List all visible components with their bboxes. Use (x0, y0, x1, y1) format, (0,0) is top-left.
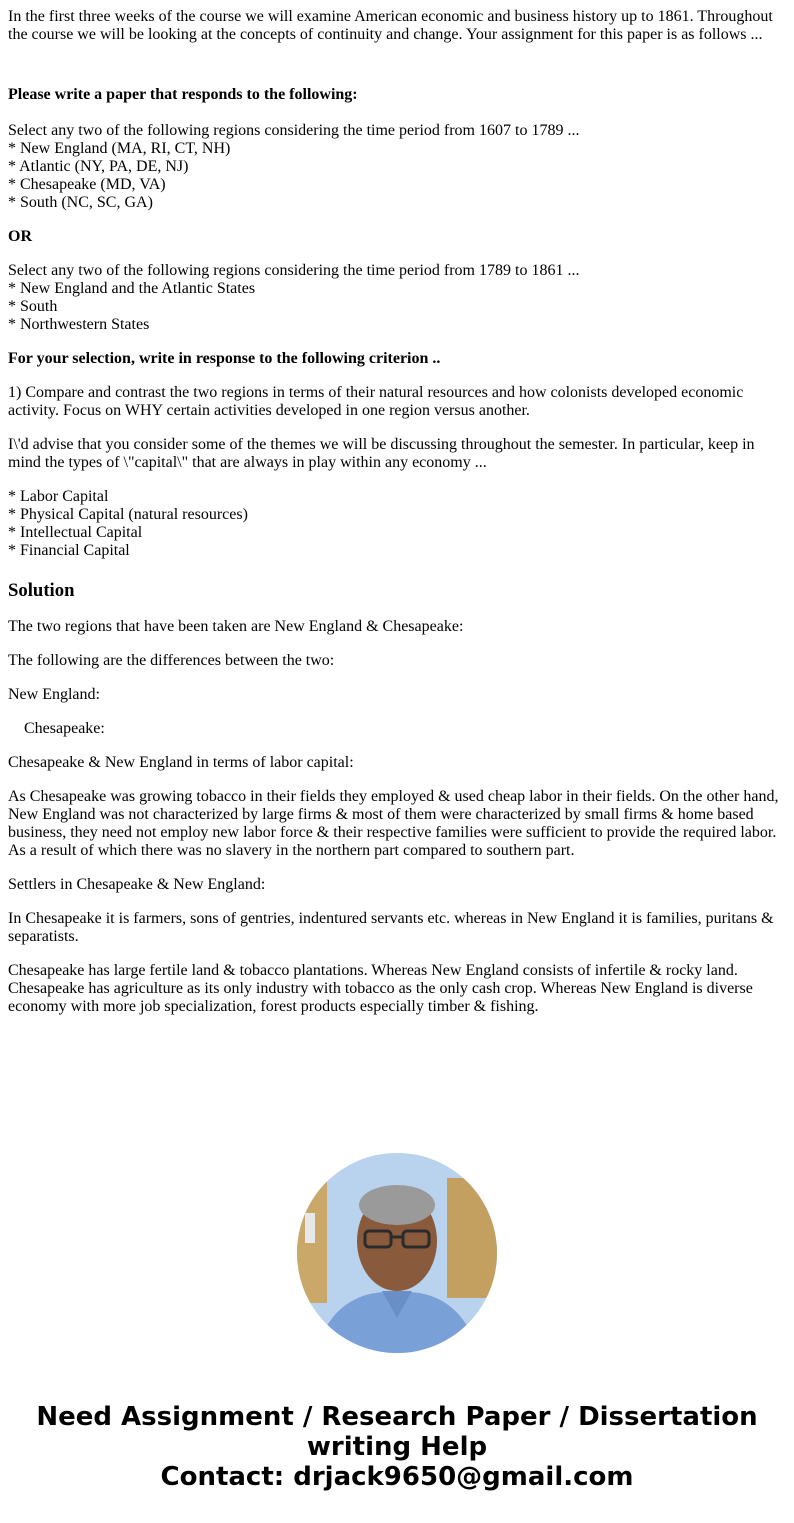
prompt-heading: Please write a paper that responds to the following: (8, 86, 358, 103)
solution-p1: The two regions that have been taken are New England & Chesapeake: (8, 618, 464, 635)
option-2-item: * Northwestern States (8, 316, 150, 333)
capital-item: * Physical Capital (natural resources) (8, 506, 248, 523)
option-1-item: * Chesapeake (MD, VA) (8, 176, 166, 193)
solution-heading: Solution (8, 580, 75, 601)
banner-line-1: Need Assignment / Research Paper / Dissertation (36, 1402, 758, 1432)
capital-item: * Financial Capital (8, 542, 130, 559)
criterion-heading: For your selection, write in response to the following criterion .. (8, 350, 441, 367)
option-1-item: * South (NC, SC, GA) (8, 194, 153, 211)
solution-p7: Settlers in Chesapeake & New England: (8, 876, 266, 893)
option-1-item: * Atlantic (NY, PA, DE, NJ) (8, 158, 189, 175)
contact-banner (0, 1402, 794, 1492)
solution-p9: Chesapeake has large fertile land & tobacco plantations. Whereas New England consists of infertile & rocky land. Chesapeake has agriculture as its only industry with tobacco as the only cash crop. Whereas New England is diverse economy with more job specialization, forest products especially timber & fishing. (8, 962, 753, 1015)
or-label: OR (8, 228, 32, 245)
capital-item: * Labor Capital (8, 488, 109, 505)
author-avatar (297, 1153, 497, 1353)
solution-p8: In Chesapeake it is farmers, sons of gentries, indentured servants etc. whereas in New England it is families, puritans & separatists. (8, 910, 774, 945)
solution-p5: Chesapeake & New England in terms of labor capital: (8, 754, 354, 771)
solution-p6: As Chesapeake was growing tobacco in their fields they employed & used cheap labor in their fields. On the other hand, New England was not characterized by large firms & most of them were characterized by small firms & home based business, they need not employ new labor force & their respective families were sufficient to provide the required labor. As a result of which there was no slavery in the northern part compared to southern part. (8, 788, 779, 859)
option-2-block (8, 262, 786, 334)
option-1-lead: Select any two of the following regions considering the time period from 1607 to 1789 ... (8, 122, 580, 139)
option-1-item: * New England (MA, RI, CT, NH) (8, 140, 231, 157)
capital-item: * Intellectual Capital (8, 524, 143, 541)
solution-p2: The following are the differences between the two: (8, 652, 335, 669)
criterion-1: 1) Compare and contrast the two regions in terms of their natural resources and how colonists developed economic activity. Focus on WHY certain activities developed in one region versus another. (8, 384, 744, 419)
advice-paragraph: I\'d advise that you consider some of the themes we will be discussing throughout the semester. In particular, keep in mind the types of \"capital\" that are always in play within any economy ... (8, 436, 755, 471)
option-2-item: * South (8, 298, 58, 315)
option-2-item: * New England and the Atlantic States (8, 280, 256, 297)
banner-line-2: writing Help (306, 1432, 488, 1462)
option-1-block (8, 122, 786, 212)
solution-p4: Chesapeake: (24, 720, 105, 737)
intro-paragraph: In the first three weeks of the course we will examine American economic and business history up to 1861. Throughout the course we will be looking at the concepts of continuity and change. Your assignment for this paper is as follows ... (8, 8, 773, 43)
author-photo (297, 1153, 497, 1353)
capital-list (8, 488, 786, 560)
banner-line-3: Contact: drjack9650@gmail.com (160, 1462, 634, 1492)
solution-p3: New England: (8, 686, 100, 703)
document-body (8, 8, 786, 1016)
option-2-lead: Select any two of the following regions considering the time period from 1789 to 1861 ... (8, 262, 580, 279)
